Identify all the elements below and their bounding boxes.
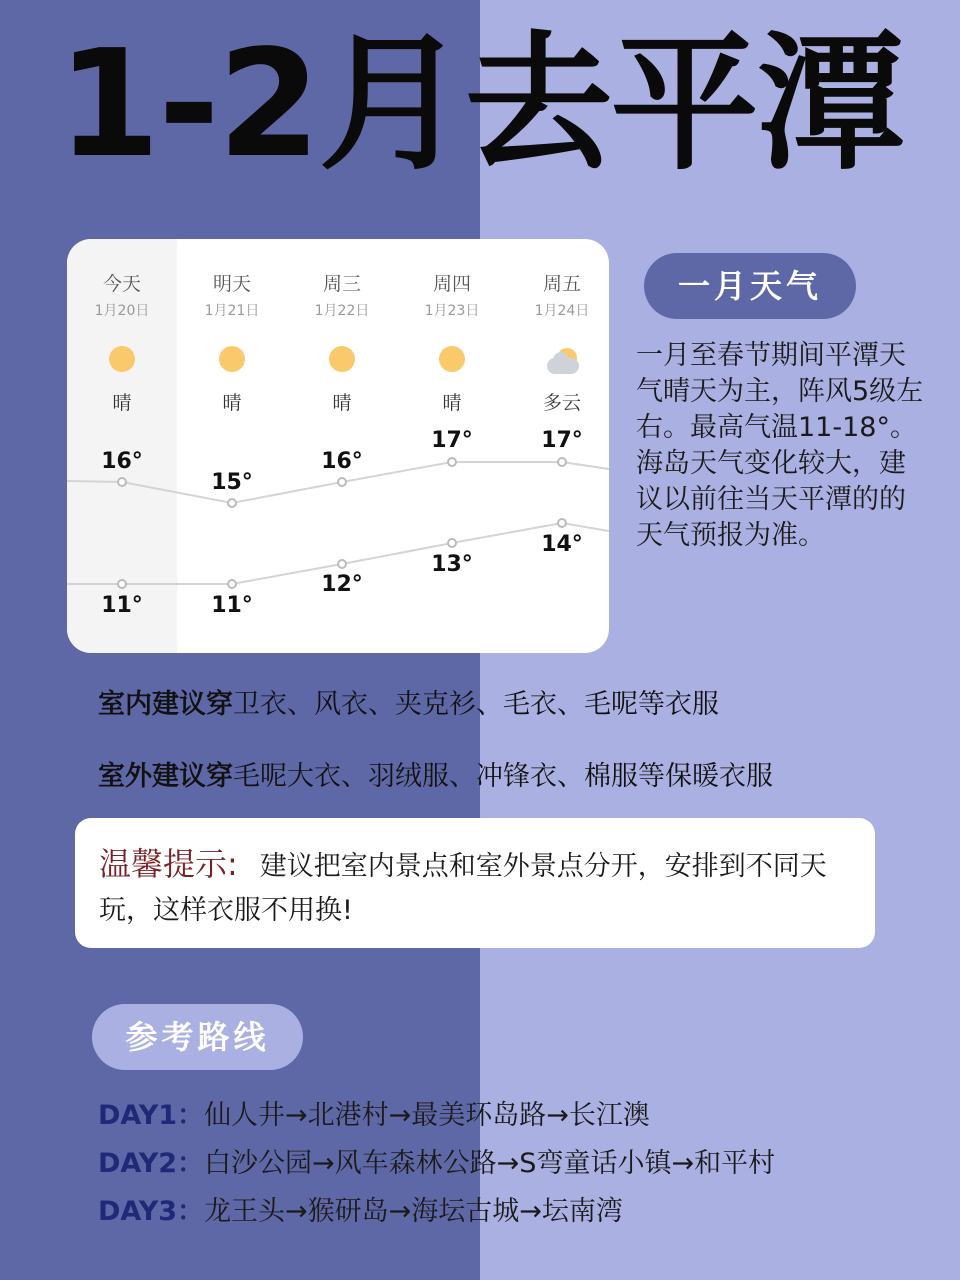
page-title: 1-2月去平潭 [57,18,903,190]
notice-text: 建议把室内景点和室外景点分开，安排到不同天玩，这样衣服不用换! [99,851,827,926]
low-temp-label: 11° [211,593,253,618]
indoor-clothing [98,682,719,721]
route-day-label: DAY1： [98,1100,205,1131]
high-temp-point [448,458,456,466]
outdoor-label: 室外建议穿 [98,761,233,792]
high-temp-label: 16° [101,449,143,474]
january-description: 一月至春节期间平潭天气晴天为主，阵风5级左右。最高气温11-18°。海岛天气变化较大，建议以前往当天平潭的的天气预报为准。 [636,340,924,551]
high-temp-point [118,478,126,486]
low-temp-point [228,580,236,588]
day-date: 1月22日 [314,303,370,319]
route-day-label: DAY3： [98,1196,205,1227]
day-name: 今天 [102,273,141,295]
route-path: 仙人井→北港村→最美环岛路→长江澳 [204,1100,650,1131]
day-date: 1月20日 [94,303,150,319]
high-temp-point [228,499,236,507]
weather-text: 晴 [112,392,132,414]
low-temp-point [338,560,346,568]
outdoor-clothing [98,754,773,793]
day-name: 周五 [542,273,581,295]
route-day [98,1141,775,1180]
route-path: 白沙公园→风车森林公路→S弯童话小镇→和平村 [204,1148,776,1179]
route-badge: 参考路线 [92,1004,303,1070]
route-day [98,1189,623,1228]
weather-text: 多云 [542,392,581,414]
low-temp-label: 13° [431,552,473,577]
low-temp-label: 14° [541,532,583,557]
indoor-label: 室内建议穿 [98,689,233,720]
weather-text: 晴 [222,392,242,414]
high-temp-label: 17° [541,428,583,453]
high-temp-label: 16° [321,449,363,474]
weather-text: 晴 [332,392,352,414]
notice-box [75,818,875,948]
day-date: 1月23日 [424,303,480,319]
low-temp-label: 11° [101,593,143,618]
day-name: 周三 [322,273,361,295]
notice-label: 温馨提示: [99,845,238,883]
high-temp-label: 15° [211,470,253,495]
day-name: 周四 [432,273,471,295]
high-temp-point [558,458,566,466]
high-temp-label: 17° [431,428,473,453]
route-day-label: DAY2： [98,1148,205,1179]
weather-text: 晴 [442,392,462,414]
low-temp-point [558,519,566,527]
route-path: 龙王头→猴研岛→海坛古城→坛南湾 [204,1196,623,1227]
forecast-card [67,239,609,653]
low-temp-point [118,580,126,588]
high-temp-point [338,478,346,486]
route-day [98,1093,650,1132]
day-date: 1月21日 [204,303,260,319]
day-date: 1月24日 [534,303,590,319]
indoor-text: 卫衣、风衣、夹克衫、毛衣、毛呢等衣服 [233,689,719,720]
january-weather-badge: 一月天气 [644,253,856,319]
low-temp-point [448,539,456,547]
outdoor-text: 毛呢大衣、羽绒服、冲锋衣、棉服等保暖衣服 [233,761,773,792]
day-name: 明天 [212,273,251,295]
low-temp-label: 12° [321,572,363,597]
